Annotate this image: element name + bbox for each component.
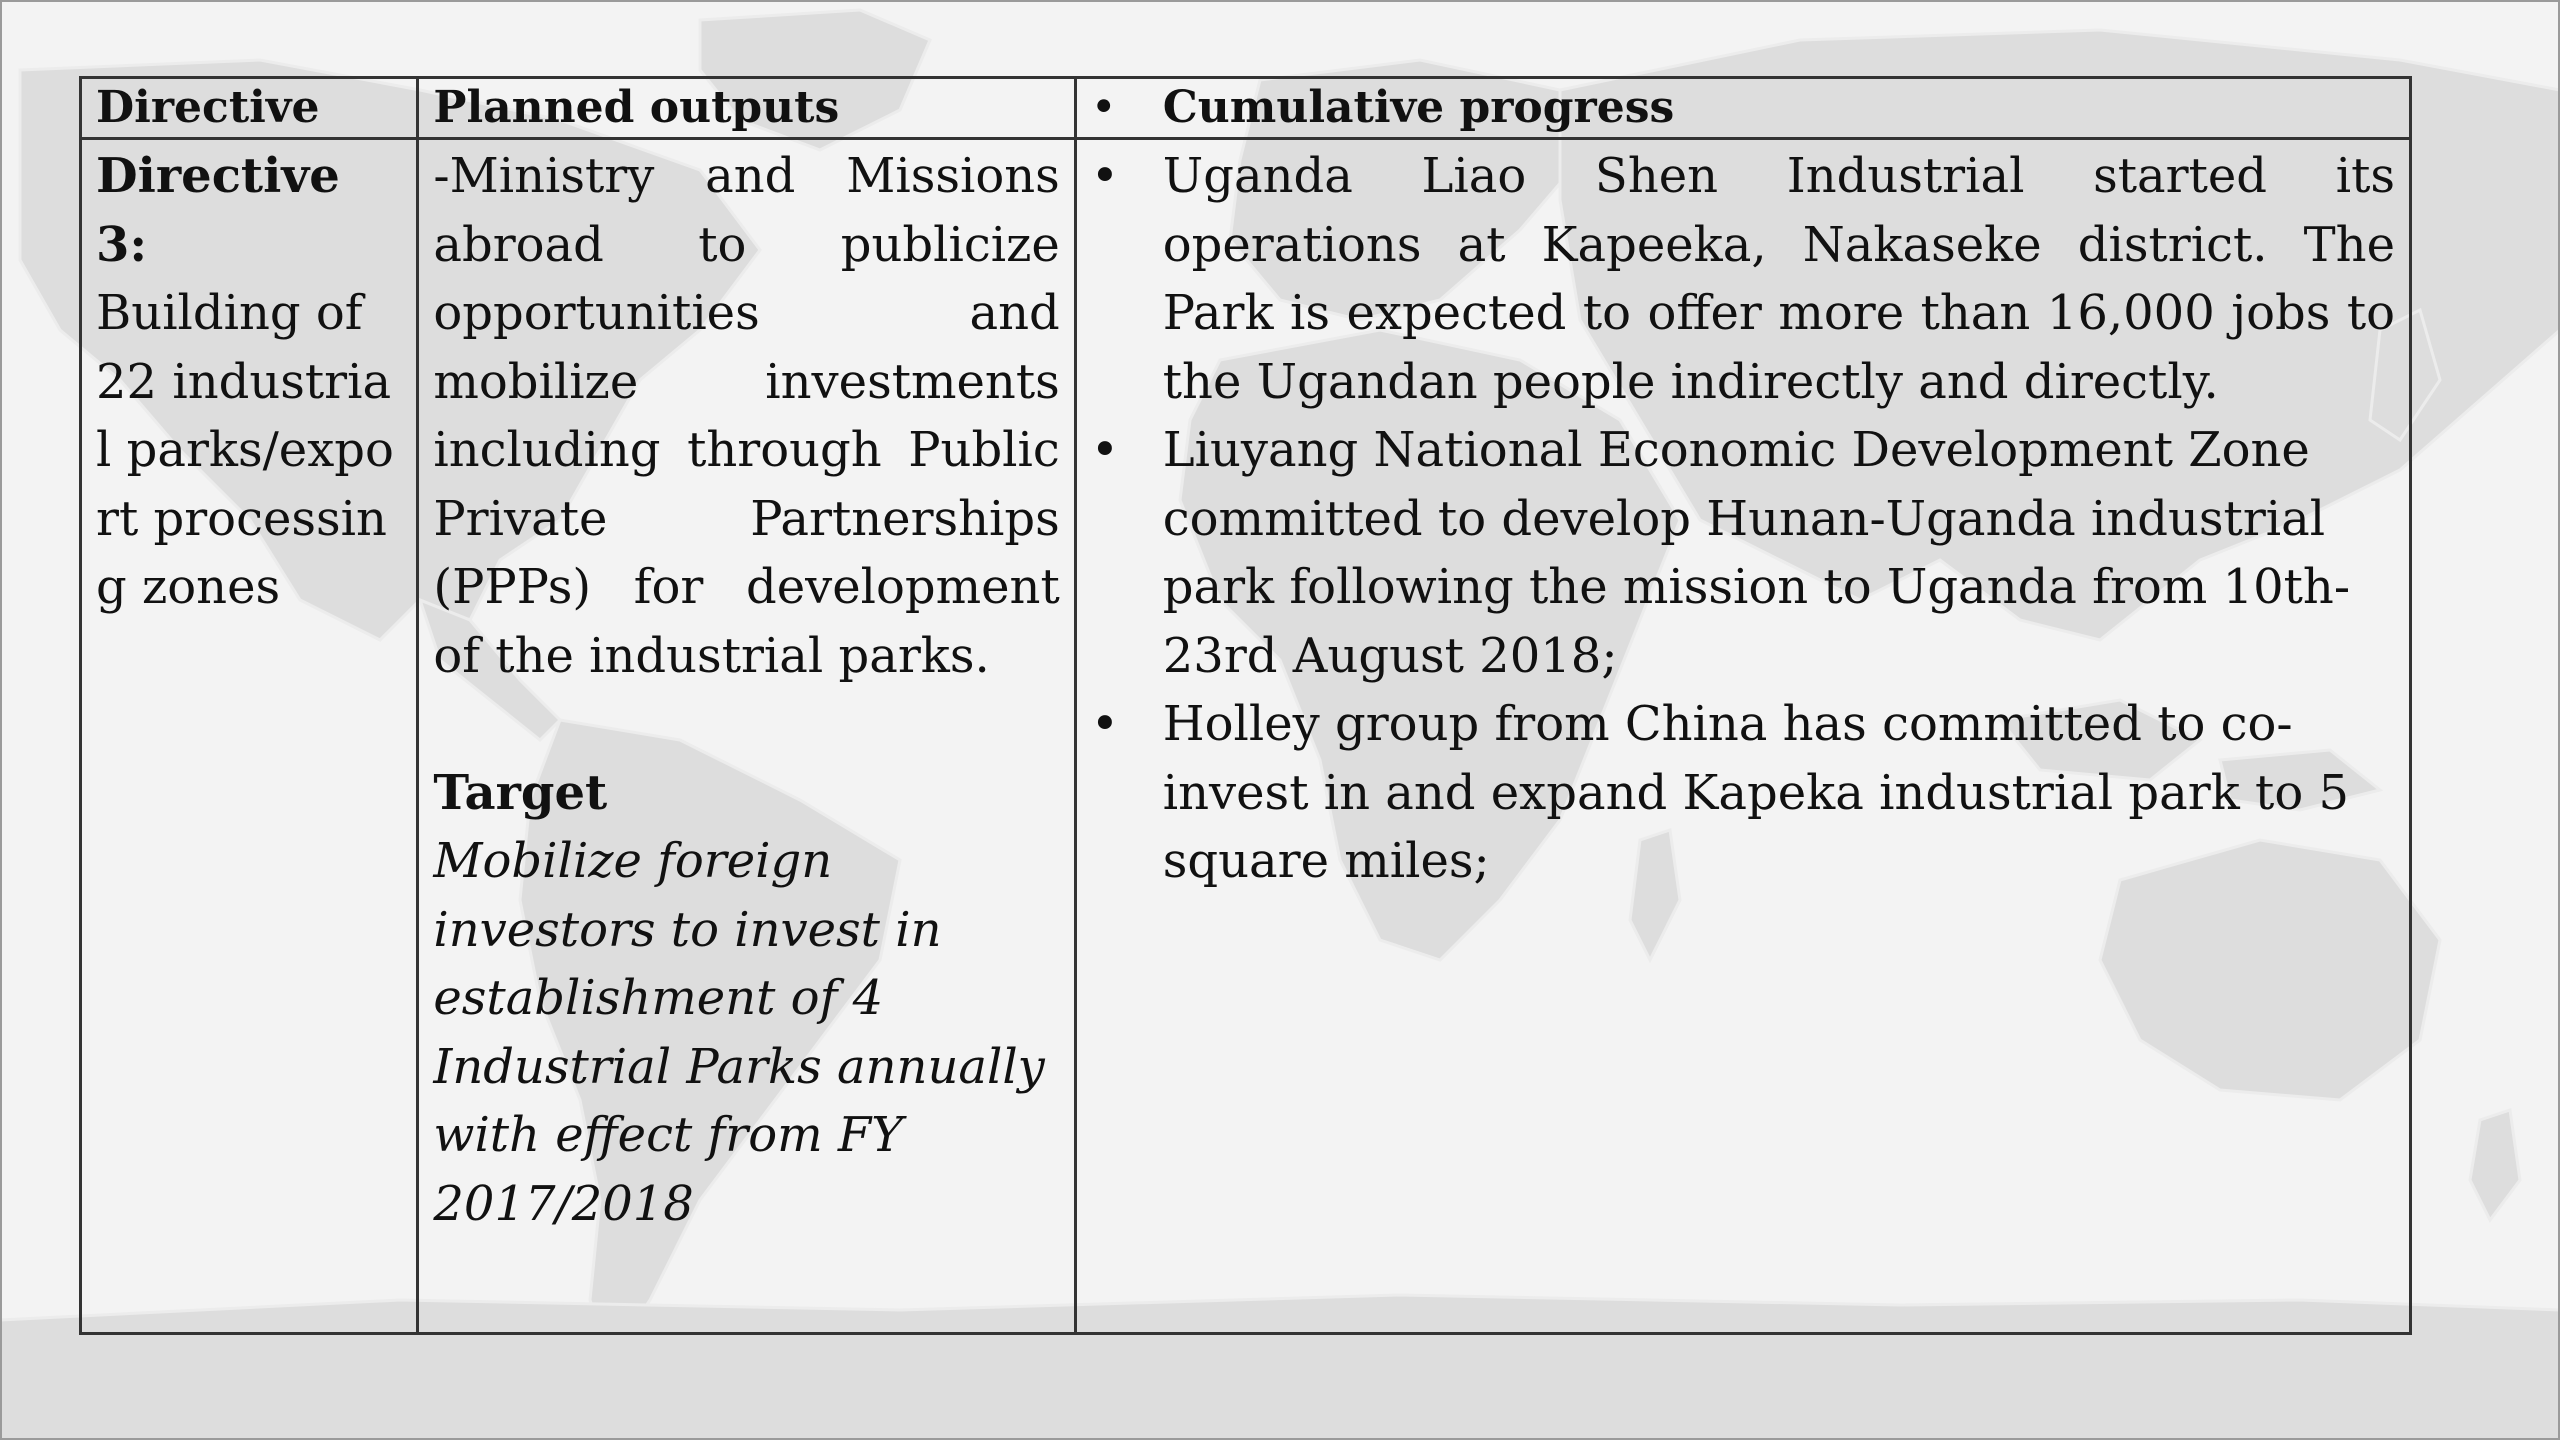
directive-cell bbox=[81, 139, 418, 1334]
header-planned-outputs: Planned outputs bbox=[418, 78, 1075, 139]
planned-outputs-cell bbox=[418, 139, 1075, 1334]
list-item bbox=[1091, 416, 2395, 690]
bullet-icon: • bbox=[1090, 696, 1120, 752]
target-title: Target bbox=[433, 764, 608, 821]
planned-outputs-text: -Ministry and Missions abroad to publicize opportunities and mobilize investments including through Public Private Partnerships (PPPs) for development of the industrial parks. bbox=[433, 148, 1060, 684]
header-cumulative-progress-label: Cumulative progress bbox=[1162, 82, 1675, 133]
progress-item-text: Liuyang National Economic Development Zone committed to develop Hunan-Uganda industrial park following the mission to Uganda from 10th-23rd August 2018; bbox=[1162, 422, 2351, 684]
table-header-row bbox=[81, 78, 2411, 139]
header-directive: Directive bbox=[81, 78, 418, 139]
cumulative-progress-cell bbox=[1075, 139, 2410, 1334]
progress-item-text: Holley group from China has committed to co-invest in and expand Kapeka industrial park to 5 square miles; bbox=[1162, 696, 2350, 889]
bullet-icon: • bbox=[1090, 148, 1120, 204]
list-item bbox=[1091, 142, 2395, 416]
table-row bbox=[81, 139, 2411, 1334]
header-cumulative-progress bbox=[1075, 78, 2410, 139]
progress-list bbox=[1091, 142, 2395, 896]
bullet-icon: • bbox=[1090, 82, 1117, 133]
progress-item-text: Uganda Liao Shen Industrial started its operations at Kapeeka, Nakaseke district. The Park is expected to offer more than 16,000 jobs to the Ugandan people indirectly and directly. bbox=[1162, 148, 2395, 410]
list-item bbox=[1091, 690, 2395, 896]
directive-title: Directive 3: bbox=[96, 148, 340, 273]
progress-table bbox=[79, 76, 2412, 1335]
directive-text: Building of 22 industrial parks/export processing zones bbox=[96, 285, 394, 615]
bullet-icon: • bbox=[1090, 422, 1120, 478]
target-text: Mobilize foreign investors to invest in establishment of 4 Industrial Parks annually with effect from FY 2017/2018 bbox=[433, 833, 1045, 1232]
